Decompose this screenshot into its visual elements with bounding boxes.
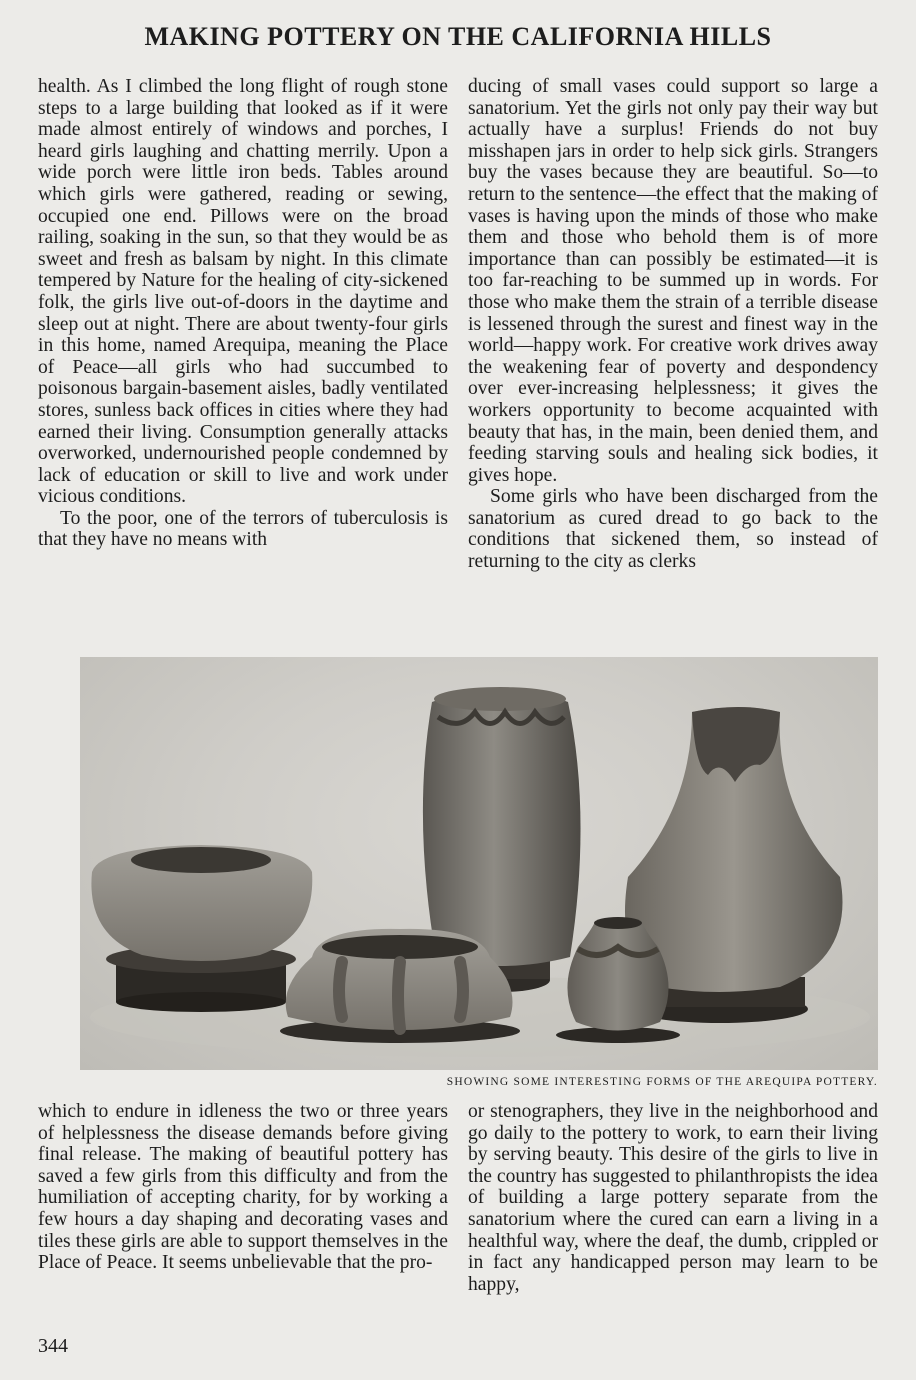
pottery-photograph (80, 657, 878, 1070)
article-column-bottom-right (468, 1101, 878, 1295)
low-bowl (91, 845, 312, 1012)
paragraph: health. As I climbed the long flight of rough stone steps to a large building that looked as if it were made almost entirely of windows and porches, I heard girls laughing and chatting merrily. Upon a wide porch were little iron beds. Tables around which girls were gathered, reading or sewing, occupied one end. Pillows were on the broad railing, soaking in the sun, so that they would be as sweet and fresh as balsam by night. In this climate tempered by Nature for the healing of city-sickened folk, the girls live out-of-doors in the daytime and sleep out at night. There are about twenty-four girls in this home, named Arequipa, meaning the Place of Peace—all girls who had succumbed to poisonous bargain-basement aisles, badly ventilated stores, sunless back offices in cities where they had earned their living. Consumption generally attacks overworked, undernourished people condemned by lack of education or skill to live and work under vicious conditions. (38, 76, 448, 508)
paragraph: Some girls who have been discharged from the sanatorium as cured dread to go back to the conditions that sickened them, so instead of returning to the city as clerks (468, 486, 878, 573)
page-number: 344 (38, 1335, 68, 1357)
paragraph: or stenographers, they live in the neighborhood and go daily to the pottery to work, to earn their living by serving beauty. This desire of the girls to live in the country has suggested to philanthropists the idea of building a large pottery separate from the sanatorium where the cured can earn a living in a healthful way, where the deaf, the dumb, crippled or in fact any handicapped person may learn to be happy, (468, 1101, 878, 1295)
article-column-top-right (468, 76, 878, 573)
figure-caption: SHOWING SOME INTERESTING FORMS OF THE AREQUIPA POTTERY. (446, 1076, 878, 1088)
page-title: MAKING POTTERY ON THE CALIFORNIA HILLS (144, 22, 772, 51)
pottery-illustration (80, 657, 878, 1070)
paragraph: To the poor, one of the terrors of tuberculosis is that they have no means with (38, 507, 448, 551)
paragraph: ducing of small vases could support so large a sanatorium. Yet the girls not only pay their way but actually have a surplus! Friends do not buy misshapen jars in order to help sick girls. Strangers buy the vases because they are beautiful. So—to return to the sentence—the effect that the making of vases is having upon the minds of those who make them and those who behold them is of more importance than can possibly be estimated—it is too far-reaching to be summed up in words. For those who make them the strain of a terrible disease is lessened through the surest and finest way in the world—happy work. For creative work drives away the weakening fear of poverty and despondency over ever-increasing helplessness; it gives the workers opportunity to become acquainted with beauty that has, in the main, been denied them, and feeding starving souls and healing sick bodies, it gives hope. (468, 76, 878, 486)
article-column-bottom-left (38, 1101, 448, 1274)
paragraph: which to endure in idleness the two or three years of helplessness the disease demands before giving final release. The making of beautiful pottery has saved a few girls from this difficulty and from the humiliation of accepting charity, for by working a few hours a day shaping and decorating vases and tiles these girls are able to support themselves in the Place of Peace. It seems unbelievable that the pro- (38, 1101, 448, 1274)
article-column-top-left (38, 76, 448, 551)
